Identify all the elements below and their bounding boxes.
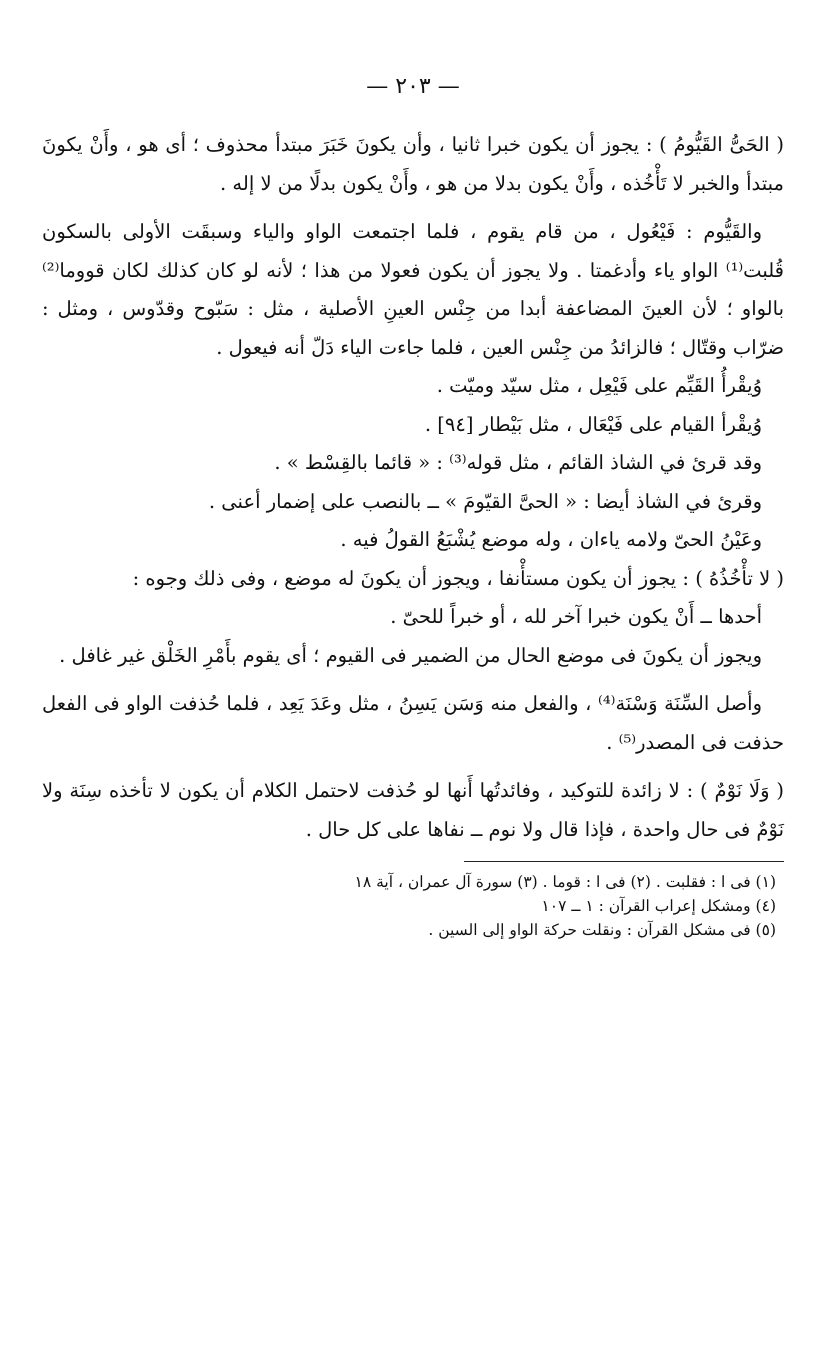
footnote-line-3: (٥) فى مشكل القرآن : ونقلت حركة الواو إلى السين .: [428, 921, 776, 939]
paragraph-ayn-al-hayy: وعَيْنُ الحىّ ولامه ياءان ، وله موضع يُشْبَعُ القولُ فيه .: [340, 528, 762, 551]
footnote-divider: [464, 861, 784, 862]
footnote-line-1: (١) فى ا : فقلبت . (٢) فى ا : قوما . (٣) سورة آل عمران ، آية ١٨: [354, 873, 776, 891]
main-text: [42, 126, 784, 849]
footnotes: [42, 870, 784, 942]
paragraph-la-takhudhuhu: ( لا تأْخُذُهُ ) : يجوز أن يكون مستأْنفا ، ويجوز أن يكونَ له موضع ، وفى ذلك وجوه :: [132, 566, 784, 590]
paragraph-sinah-origin: وأصل السِّنَة وَسْنَة⁽⁴⁾ ، والفعل منه وَسَن يَسِنُ ، مثل وعَدَ يَعِد ، فلما حُذفت الواو فى الفعل حذفت فى المصدر⁽⁵⁾ .: [42, 692, 784, 754]
footnote-line-2: (٤) ومشكل إعراب القرآن : ١ ــ ١٠٧: [541, 897, 776, 915]
paragraph-reading-al-qayyim: وُيقْرأُ القَيِّم على فَيْعِل ، مثل سيّد وميّت .: [436, 374, 762, 397]
paragraph-first-aspect: أحدها ــ أَنْ يكون خبرا آخر لله ، أو خبراً للحىّ .: [390, 605, 762, 628]
paragraph-al-qayyum-morphology: والقَيُّوم : فَيْعُول ، من قام يقوم ، فلما اجتمعت الواو والياء وسبقَت الأولى بالسكون قُلبت⁽¹⁾ الواو ياء وأدغمتا . ولا يجوز أن يكون فعولا من هذا ؛ لأنه لو كان كذلك لكان قووما⁽²⁾ بالواو ؛ لأن العينَ المضاعفة أبدا من جِنْس العينِ الأصلية ، مثل : سَبّوح وقدّوس ، ومثل : ضرّاب وقتّال ؛ فالزائدُ من جِنْس العين ، فلما جاءت الياء دَلّ أنه فيعول .: [42, 220, 784, 359]
paragraph-shadh-al-qaim: وقد قرئ في الشاذ القائم ، مثل قوله⁽³⁾ : « قائما بالقِسْط » .: [274, 451, 762, 474]
paragraph-shadh-nasb: وقرئ في الشاذ أيضا : « الحىَّ القيّومَ » ــ بالنصب على إضمار أعنى .: [208, 489, 762, 513]
paragraph-al-hayy-al-qayyum: ( الحَىُّ القَيُّومُ ) : يجوز أن يكون خبرا ثانيا ، وأن يكونَ خَبَرَ مبتدأ محذوف ؛ أى هو ، وأَنْ يكونَ مبتدأ والخبر لا تَأْخُذه ، وأَنْ يكون بدلا من هو ، وأَنْ يكون بدلًا من لا إله .: [42, 133, 784, 195]
paragraph-reading-al-qiyam: وُيقْرأ القيام على فَيْعَال ، مثل بَيْطار [٩٤] .: [424, 412, 762, 436]
page-number: — ٢٠٣ —: [366, 74, 460, 99]
paragraph-hal-aspect: ويجوز أن يكونَ فى موضع الحال من الضمير فى القيوم ؛ أى يقوم بأَمْرِ الخَلْق غير غافل .: [59, 643, 762, 667]
document-page: [42, 70, 784, 1350]
paragraph-wa-la-nawm: ( وَلَا نَوْمٌ ) : لا زائدة للتوكيد ، وفائدتُها أَنها لو حُذفت لاحتمل الكلام أن يكون لا تأخذه سِنَة ولا نَوْمٌ فى حال واحدة ، فإذا قال ولا نوم ــ نفاها على كل حال .: [42, 779, 784, 841]
